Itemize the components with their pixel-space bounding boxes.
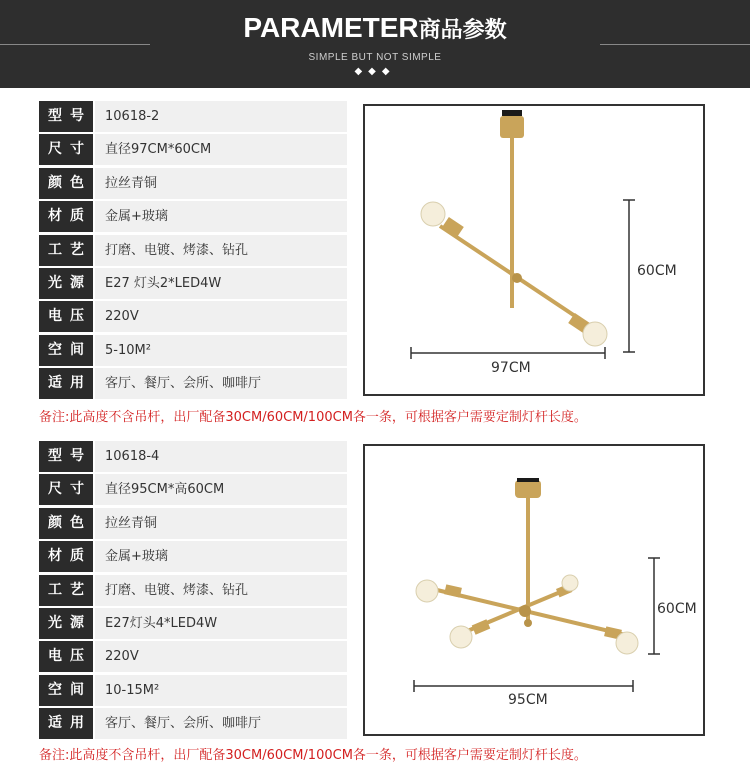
- header-banner: [0, 0, 750, 88]
- param-label: 颜色: [39, 508, 93, 539]
- param-label: 适用: [39, 708, 93, 739]
- param-value: 10-15M²: [95, 675, 347, 706]
- param-label: 型号: [39, 101, 93, 132]
- param-label: 材质: [39, 541, 93, 572]
- param-value: 客厅、餐厅、会所、咖啡厅: [95, 708, 347, 739]
- arm-joint: [512, 273, 522, 283]
- param-label: 颜色: [39, 168, 93, 199]
- header-divider-right: [600, 44, 750, 45]
- page-title: [0, 12, 750, 44]
- param-value: 拉丝青铜: [95, 168, 347, 199]
- title-chinese: 商品参数: [418, 18, 507, 43]
- chandelier-2-light-image: [365, 106, 703, 394]
- param-row-model: [39, 101, 347, 132]
- param-label: 型号: [39, 441, 93, 472]
- param-row-size: [39, 474, 347, 505]
- width-label: 97CM: [491, 360, 531, 376]
- down-rod: [510, 138, 514, 308]
- bulb-icon: [421, 202, 445, 226]
- bulb-icon: [616, 632, 638, 654]
- height-label: 60CM: [657, 601, 697, 617]
- param-value: E27 灯头2*LED4W: [95, 268, 347, 299]
- socket-left: [442, 217, 464, 237]
- param-row-space: [39, 675, 347, 706]
- bulb-icon: [416, 580, 438, 602]
- param-value: 10618-2: [95, 101, 347, 132]
- chandelier-4-light-image: [365, 446, 703, 734]
- param-row-material: [39, 201, 347, 232]
- title-english: PARAMETER: [243, 12, 419, 43]
- param-row-model: [39, 441, 347, 472]
- param-table-1: [39, 101, 347, 402]
- param-row-size: [39, 134, 347, 165]
- note-1: 备注:此高度不含吊杆，出厂配备30CM/60CM/100CM各一条，可根据客户需要定制灯杆长度。: [39, 410, 587, 425]
- param-row-voltage: [39, 641, 347, 672]
- param-label: 工艺: [39, 575, 93, 606]
- param-row-usage: [39, 368, 347, 399]
- param-table-2: [39, 441, 347, 742]
- product-image-frame-1: [363, 104, 705, 396]
- param-value: 金属+玻璃: [95, 541, 347, 572]
- bulb-icon: [583, 322, 607, 346]
- bulb-icon: [450, 626, 472, 648]
- param-row-usage: [39, 708, 347, 739]
- header-subtitle: SIMPLE BUT NOT SIMPLE: [308, 52, 442, 63]
- note-2: 备注:此高度不含吊杆，出厂配备30CM/60CM/100CM各一条，可根据客户需要定制灯杆长度。: [39, 748, 587, 763]
- height-label: 60CM: [637, 263, 677, 279]
- param-row-material: [39, 541, 347, 572]
- canopy: [500, 116, 524, 138]
- param-row-space: [39, 335, 347, 366]
- param-value: 打磨、电镀、烤漆、钻孔: [95, 235, 347, 266]
- param-value: 客厅、餐厅、会所、咖啡厅: [95, 368, 347, 399]
- param-row-process: [39, 235, 347, 266]
- param-label: 光源: [39, 608, 93, 639]
- header-divider-left: [0, 44, 150, 45]
- param-row-light-source: [39, 268, 347, 299]
- arm-joint: [519, 605, 531, 617]
- param-label: 光源: [39, 268, 93, 299]
- param-value: 220V: [95, 301, 347, 332]
- canopy-cap: [502, 110, 522, 116]
- product-image-frame-2: [363, 444, 705, 736]
- param-label: 适用: [39, 368, 93, 399]
- param-label: 工艺: [39, 235, 93, 266]
- header-dots: ◆◆◆: [354, 66, 396, 77]
- param-value: 拉丝青铜: [95, 508, 347, 539]
- param-label: 材质: [39, 201, 93, 232]
- param-value: 10618-4: [95, 441, 347, 472]
- param-row-color: [39, 168, 347, 199]
- width-label: 95CM: [508, 692, 548, 708]
- param-label: 电压: [39, 301, 93, 332]
- socket: [444, 584, 462, 597]
- param-label: 电压: [39, 641, 93, 672]
- param-value: E27灯头4*LED4W: [95, 608, 347, 639]
- rod-finial: [524, 619, 532, 627]
- param-value: 直径95CM*高60CM: [95, 474, 347, 505]
- param-value: 5-10M²: [95, 335, 347, 366]
- param-value: 打磨、电镀、烤漆、钻孔: [95, 575, 347, 606]
- param-row-process: [39, 575, 347, 606]
- param-label: 尺寸: [39, 474, 93, 505]
- param-label: 空间: [39, 675, 93, 706]
- param-row-light-source: [39, 608, 347, 639]
- param-value: 金属+玻璃: [95, 201, 347, 232]
- param-label: 尺寸: [39, 134, 93, 165]
- param-value: 直径97CM*60CM: [95, 134, 347, 165]
- param-row-voltage: [39, 301, 347, 332]
- bulb-icon: [562, 575, 578, 591]
- param-row-color: [39, 508, 347, 539]
- param-label: 空间: [39, 335, 93, 366]
- canopy: [515, 480, 541, 498]
- param-value: 220V: [95, 641, 347, 672]
- canopy-cap: [517, 478, 539, 482]
